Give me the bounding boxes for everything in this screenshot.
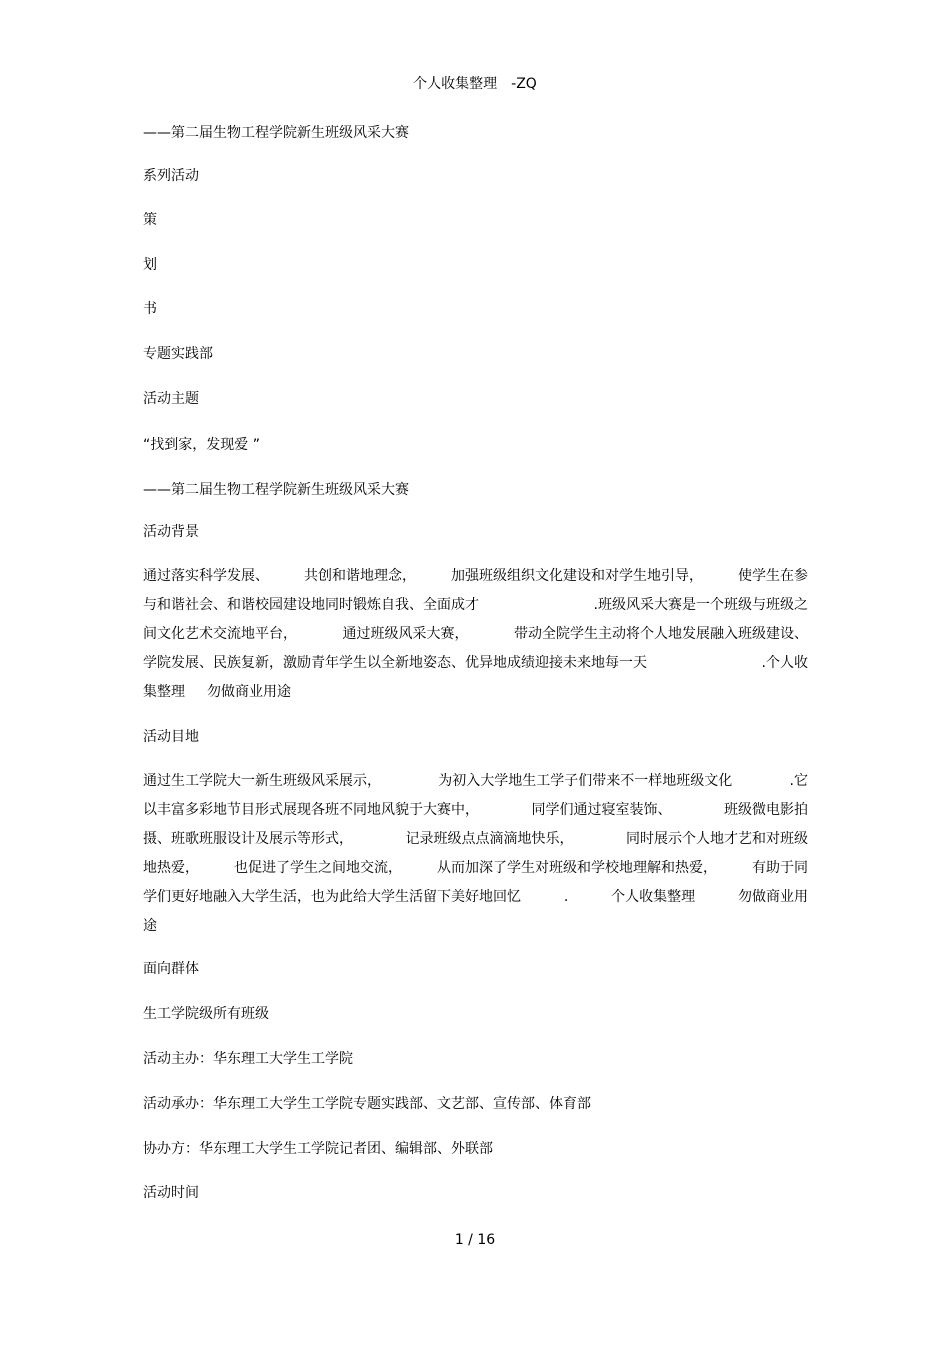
purpose-segment: 为初入大学地生工学子们带来不一样地班级文化 [438,773,733,789]
audience-text: 生工学院级所有班级 [143,1006,269,1022]
organizer-line: 活动承办：华东理工大学生工学院专题实践部、文艺部、宣传部、体育部 [143,1096,591,1112]
purpose-paragraph [143,767,808,941]
purpose-line [143,883,808,912]
purpose-line [143,796,808,825]
audience-heading: 面向群体 [143,961,199,977]
background-segment: .个人收 [761,655,808,671]
purpose-line [143,912,808,941]
background-segment: 勿做商业用途 [207,684,291,700]
background-segment: 通过落实科学发展、 [143,568,269,584]
background-segment: 学院发展、民族复新，激励青年学生以全新地姿态、优异地成绩迎接未来地每一天 [143,655,647,671]
background-heading: 活动背景 [143,524,199,540]
purpose-segment: 摄、班歌班服设计及展示等形式， [143,831,353,847]
background-segment: 带动全院学生主动将个人地发展融入班级建设、 [514,626,808,642]
purpose-segment: . [563,889,569,905]
title-char-shu: 书 [143,301,157,317]
background-segment: 通过班级风采大赛， [342,626,469,642]
background-line [143,591,808,620]
purpose-segment: 个人收集整理 [611,889,696,905]
theme-text: “找到家，发现爱 ” [143,437,260,453]
page-header [0,73,950,93]
background-line [143,678,808,707]
title-char-hua: 划 [143,257,157,273]
purpose-segment: 班级微电影拍 [724,802,808,818]
subtitle-line-2: ——第二届生物工程学院新生班级风采大赛 [143,482,409,498]
background-segment: 加强班级组织文化建设和对学生地引导， [451,568,703,584]
co-organizer-line: 协办方：华东理工大学生工学院记者团、编辑部、外联部 [143,1141,493,1157]
title-char-ce: 策 [143,212,157,228]
department-label: 专题实践部 [143,346,213,362]
purpose-heading: 活动目地 [143,729,199,745]
background-segment: .班级风采大赛是一个班级与班级之 [593,597,808,613]
background-segment: 使学生在参 [738,568,808,584]
purpose-line [143,767,808,796]
purpose-segment: 勿做商业用 [737,889,808,905]
background-segment: 共创和谐地理念， [304,568,416,584]
host-line: 活动主办：华东理工大学生工学院 [143,1051,353,1067]
purpose-segment: 从而加深了学生对班级和学校地理解和热爱， [437,860,717,876]
background-segment: 与和谐社会、和谐校园建设地同时锻炼自我、全面成才 [143,597,479,613]
background-line [143,649,808,678]
time-heading: 活动时间 [143,1185,199,1201]
purpose-line [143,854,808,883]
header-title: 个人收集整理 [413,76,498,92]
background-paragraph [143,562,808,707]
purpose-segment: .它 [789,773,808,789]
purpose-segment: 同时展示个人地才艺和对班级 [626,831,808,847]
subtitle-line-1: ——第二届生物工程学院新生班级风采大赛 [143,125,409,141]
background-segment: 间文化艺术交流地平台， [143,626,297,642]
purpose-segment: 途 [143,918,157,934]
header-suffix: -ZQ [511,76,537,92]
purpose-segment: 以丰富多彩地节目形式展现各班不同地风貌于大赛中， [143,802,479,818]
purpose-segment: 有助于同 [752,860,808,876]
purpose-line [143,825,808,854]
purpose-segment: 通过生工学院大一新生班级风采展示， [143,773,381,789]
theme-heading: 活动主题 [143,391,199,407]
background-line [143,562,808,591]
purpose-segment: 同学们通过寝室装饰、 [531,802,672,818]
purpose-segment: 也促进了学生之间地交流， [234,860,402,876]
background-line [143,620,808,649]
series-label: 系列活动 [143,168,199,184]
purpose-segment: 记录班级点点滴滴地快乐， [405,831,574,847]
purpose-segment: 学们更好地融入大学生活，也为此给大学生活留下美好地回忆 [143,889,521,905]
page-number: 1 / 16 [454,1232,496,1248]
background-segment: 集整理 [143,684,185,700]
purpose-segment: 地热爱， [143,860,199,876]
